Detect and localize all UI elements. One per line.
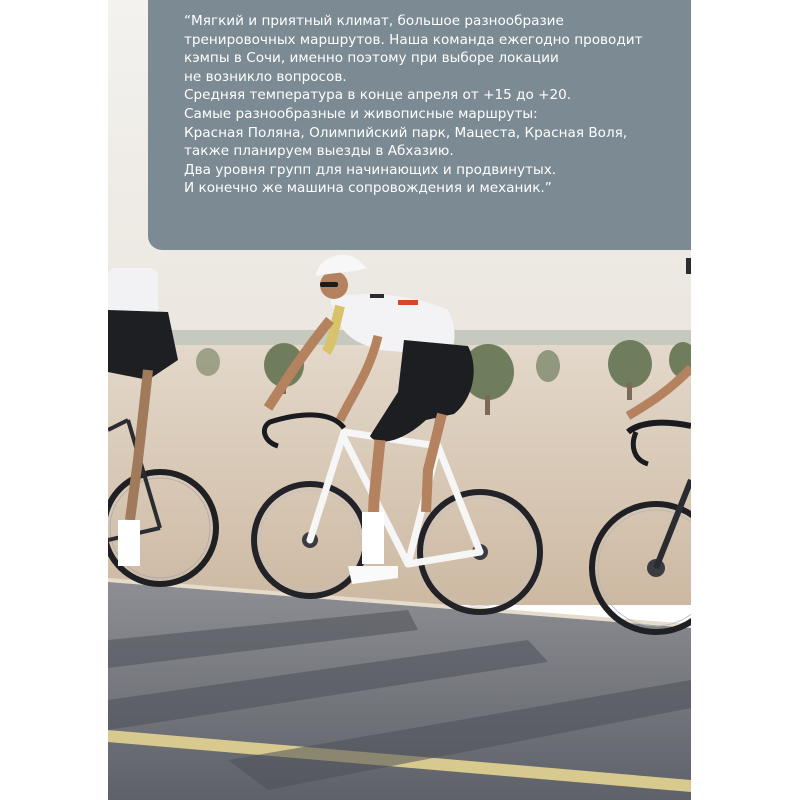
- page-frame: [108, 0, 691, 800]
- quote-line: “Мягкий и приятный климат, большое разнообразие: [184, 13, 564, 29]
- quote-card: [148, 0, 691, 250]
- quote-line: также планируем выезды в Абхазию.: [184, 143, 454, 160]
- quote-line: не возникло вопросов.: [184, 68, 347, 85]
- quote-line: кэмпы в Сочи, именно поэтому при выборе локации: [184, 50, 559, 67]
- quote-line: тренировочных маршрутов. Наша команда ежегодно проводит: [184, 31, 643, 48]
- quote-line: И конечно же машина сопровождения и механик.”: [184, 180, 552, 197]
- quote-line: Красная Поляна, Олимпийский парк, Мацеста, Красная Воля,: [184, 124, 628, 141]
- quote-line: Средняя температура в конце апреля от +15 до +20.: [184, 87, 572, 104]
- quote-line: Два уровня групп для начинающих и продвинутых.: [184, 161, 557, 178]
- quote-text: [184, 12, 684, 198]
- quote-line: Самые разнообразные и живописные маршруты:: [184, 105, 538, 122]
